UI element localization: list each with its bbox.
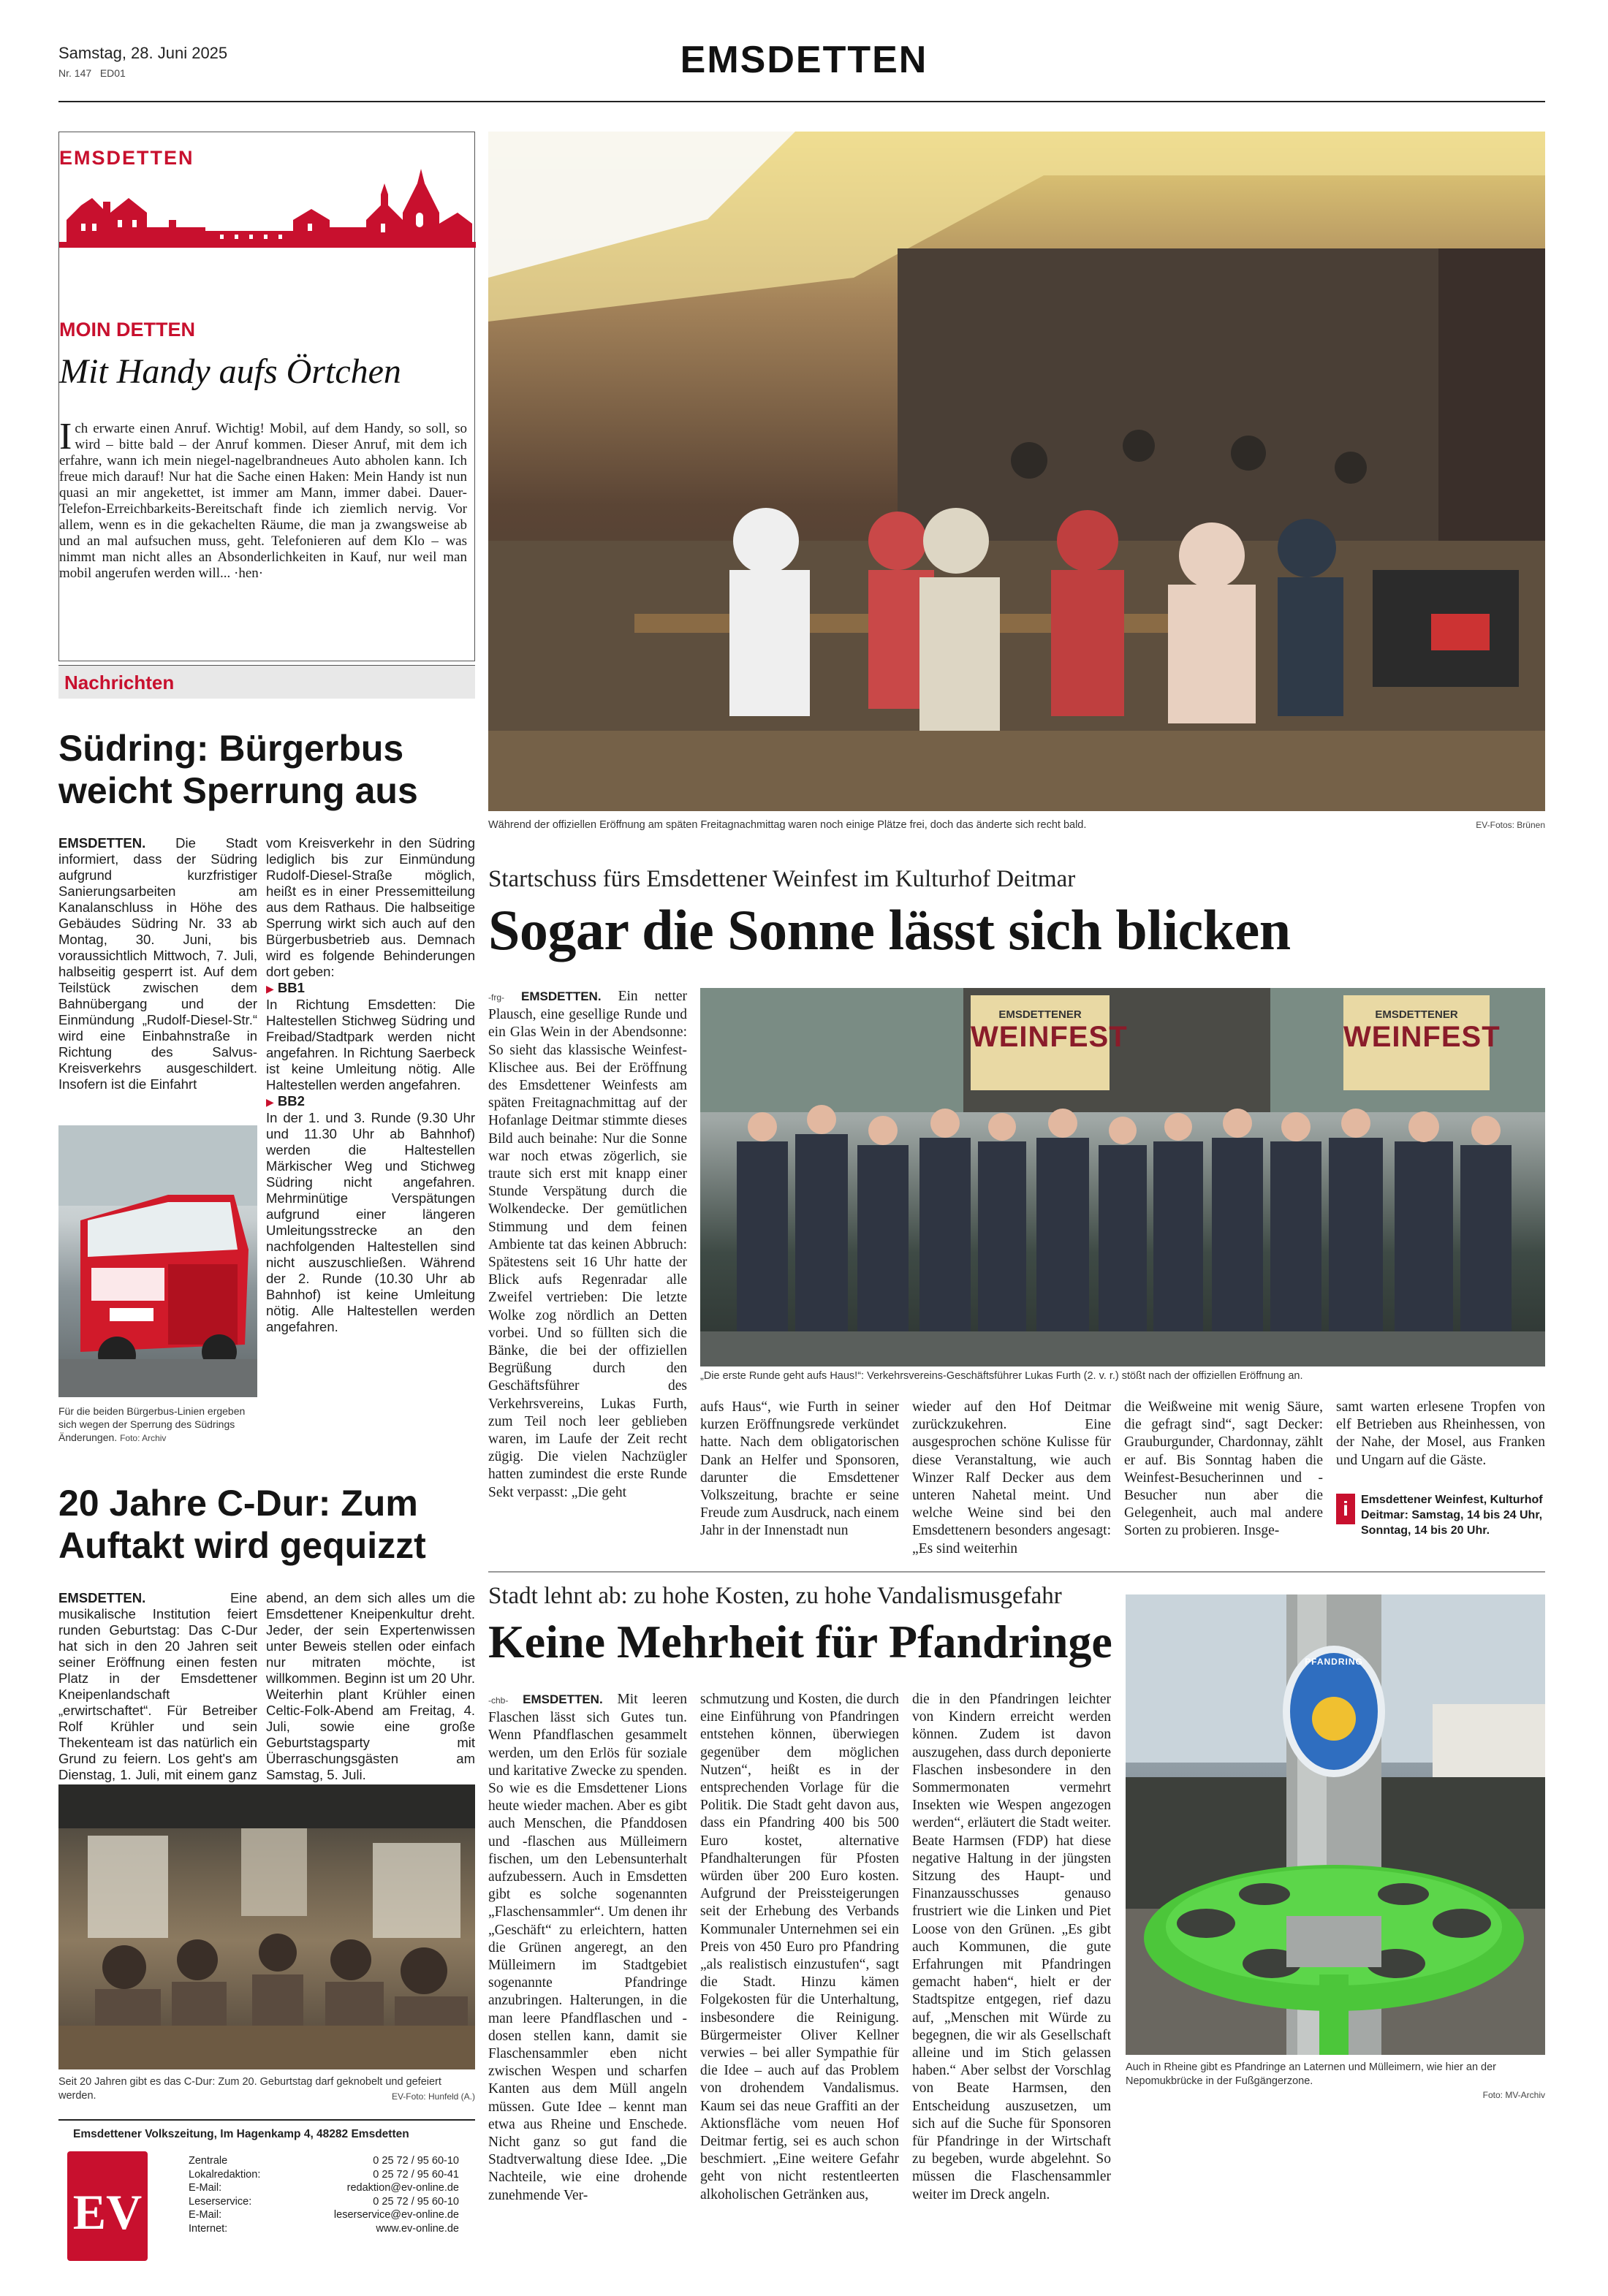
suedring-headline-line1: Südring: Bürgerbus — [58, 728, 404, 769]
contact-label: Zentrale — [189, 2155, 228, 2167]
contact-row — [189, 2222, 459, 2236]
contact-email-link[interactable]: redaktion@ev-online.de — [346, 2182, 459, 2194]
section-title: EMSDETTEN — [680, 39, 928, 81]
suedring-col2 — [266, 835, 475, 1335]
issue-date: Samstag, 28. Juni 2025 — [58, 44, 228, 62]
bb1-label: BB1 — [277, 980, 305, 995]
triangle-icon: ▶ — [266, 983, 274, 995]
weinfest-scene-icon — [488, 132, 1545, 811]
cdur-headline — [58, 1482, 475, 1567]
pfandring-photo — [1126, 1594, 1545, 2055]
pfand-credit: Foto: MV-Archiv — [1482, 2090, 1545, 2100]
skyline-icon — [59, 169, 476, 293]
bb1-text: In Richtung Emsdetten: Die Haltestellen Stichweg Südring und Freibad/Stadtpark werden nicht angefahren. In Richtung Saerbeck ist keine Umleitung nötig. Alle Haltestellen werden angefahren. — [266, 997, 475, 1092]
cdur-col1 — [58, 1590, 257, 1799]
moin-detten-text: ch erwarte einen Anruf. Wichtig! Mobil, auf dem Handy, so soll, so wird – bitte bald – der Anruf kommen. Dieser Anruf, mit dem ich erfahre, wann ich mein niegel-nagelbrandneues Auto abholen kann. Ich freue mich darauf! Nur hat die Sache einen Haken: Mein Handy ist nun quasi an mir angekettet, ist immer am Mann, immer dabei. Dauer-Telefon-Erreichbarkeits-Bereitschaft finde ich ziemlich nervig. Vor allem, wenn es in die gekachelten Räume, die man ja zwangsweise ab und an mal aufsuchen muss, geht. Telefonieren auf dem Klo – was nimmt man nicht alles an Absonderlichkeiten in Kauf, nur weil man mobil angerufen werden will... ·hen· — [59, 421, 467, 581]
nachrichten-bar — [58, 665, 475, 699]
banner-big-text: WEINFEST — [1343, 1021, 1501, 1053]
weinfest-headline: Sogar die Sonne lässt sich blicken — [488, 898, 1291, 962]
cdur-headline-line1: 20 Jahre C-Dur: Zum — [58, 1483, 418, 1524]
pfand-headline: Keine Mehrheit für Pfandringe — [488, 1616, 1112, 1668]
weinfest-kicker: Startschuss fürs Emsdettener Weinfest im Kulturhof Deitmar — [488, 866, 1076, 892]
banner-small-text: EMSDETTENER — [998, 1008, 1082, 1021]
buergerbus-caption-text: Für die beiden Bürgerbus-Linien ergeben sich wegen der Sperrung des Südrings Änderungen. — [58, 1405, 246, 1443]
weinfest-group-photo — [700, 988, 1545, 1366]
buergerbus-photo — [58, 1125, 257, 1397]
contact-address: Emsdettener Volkszeitung, Im Hagenkamp 4, 48282 Emsdetten — [73, 2128, 409, 2140]
contact-value[interactable]: 0 25 72 / 95 60-10 — [373, 2155, 459, 2167]
suedring-dateline: EMSDETTEN. — [58, 835, 146, 851]
moin-detten-kicker: MOIN DETTEN — [59, 319, 195, 341]
drop-cap: I — [59, 416, 72, 457]
contact-rule — [58, 2119, 475, 2121]
suedring-col2-text: vom Kreisverkehr in den Südring lediglich bis zur Einmündung Rudolf-Diesel-Straße möglich, heißt es in einer Pressemitteilung aus dem Rathaus. Die halbseitige Sperrung wirkt sich auch auf den Bürgerbusbetrieb aus. Demnach wird es folgende Behinderungen dort geben: — [266, 835, 475, 979]
weinfest-col1-text: Ein netter Plausch, eine gesellige Runde und ein Glas Wein in der Abendsonne: So sieht das klassische Weinfest-Klischee aus. Bei der Eröffnung des Emsdettener Weinfests am späten Freitagnachmittag auf der Hofanlage Deitmar stimmte dieses Bild auch beinahe: Nur die Sonne war noch etwas zögerlich, sie traute sich erst mit knapp einer Stunde Verspätung durch die Wolkendecke. Der gemütlichen Stimmung und dem feinen Ambiente tat das keinen Abbruch: Spätestens seit 16 Uhr hatte der Blick aufs Regenradar alle Zweifel vertrieben: Die letzte Wolke zog nördlich an Detten vorbei. Und so füllten sich die Bänke, die bei der offiziellen Begrüßung durch den Geschäftsführer des Verkehrsvereins, Lukas Furth, zum Teil noch leer geblieben waren, im Laufe der Zeit recht zügig. Die vielen Nachzügler hatten zumindest die erste Runde Sekt verpasst: „Die geht — [488, 989, 688, 1500]
contact-row — [189, 2195, 459, 2209]
buergerbus-caption — [58, 1404, 257, 1445]
weinfest-col4: die Weißweine mit wenig Säure, die gefragt sind“, sagt Decker: Grauburgunder, Chardonnay, zählt er auf. Bis Sonntag haben die Weinfest-Besucherinnen und -Besucher nun aber die Gelegenheit, auch mal andere Sorten zu probieren. Insge- — [1124, 1399, 1323, 1539]
contact-row — [189, 2181, 459, 2195]
header-rule — [58, 101, 1545, 102]
weinfest-banner-2 — [1343, 995, 1501, 1090]
banner-big-text: WEINFEST — [971, 1021, 1128, 1053]
edition-code: ED01 — [99, 67, 126, 79]
weinfest-dateline: EMSDETTEN. — [521, 989, 602, 1003]
issue-number-text: Nr. 147 — [58, 67, 92, 79]
article-divider — [488, 1571, 1545, 1573]
suedring-headline-line2: weicht Sperrung aus — [58, 770, 418, 811]
cdur-headline-line2: Auftakt wird gequizzt — [58, 1525, 426, 1566]
moin-detten-body — [59, 416, 467, 582]
pfand-kicker: Stadt lehnt ab: zu hohe Kosten, zu hohe Vandalismusgefahr — [488, 1583, 1062, 1609]
pfandring-sticker-text: PFANDRING — [1305, 1657, 1363, 1667]
cdur-dateline: EMSDETTEN. — [58, 1590, 146, 1605]
moin-detten-title: Mit Handy aufs Örtchen — [59, 352, 401, 391]
contact-label: E-Mail: — [189, 2209, 222, 2221]
suedring-col1-text: Die Stadt informiert, dass der Südring aufgrund kurzfristiger Sanierungsarbeiten am Kanalanschluss in Höhe des Gebäudes Südring Nr. 33 ab Montag, 30. Juni, bis voraussichtlich Mittwoch, 7. Juli, halbseitig gesperrt ist. Auf dem Teilstück zwischen dem Bahnübergang und der Einmündung „Rudolf-Diesel-Str.“ wird eine Einbahnstraße in Richtung des Salvus-Kreisverkehrs ausgeschildert. Insofern ist die Einfahrt — [58, 835, 257, 1092]
weinfest-col5: samt warten erlesene Tropfen von elf Betrieben aus Rheinhessen, von der Nahe, der Mosel, aus Franken und Ungarn auf die Gäste. — [1336, 1399, 1545, 1468]
weinfest-byline: -frg- — [488, 992, 504, 1003]
pfand-byline: -chb- — [488, 1695, 509, 1706]
ev-logo — [67, 2151, 148, 2261]
bus-icon — [58, 1125, 257, 1397]
cdur-caption: Seit 20 Jahren gibt es das C-Dur: Zum 20. Geburtstag darf geknobelt und gefeiert werden. — [58, 2076, 441, 2102]
contact-label: Lokalredaktion: — [189, 2168, 261, 2181]
weinfest-info-text: Emsdettener Weinfest, Kulturhof Deitmar: Samstag, 14 bis 24 Uhr, Sonntag, 14 bis 20 Uhr. — [1361, 1494, 1543, 1537]
moin-detten-box — [58, 132, 475, 661]
skyline-logo-text: EMSDETTEN — [59, 147, 194, 169]
weinfest-group-caption: „Die erste Runde geht aufs Haus!“: Verkehrsvereins-Geschäftsführer Lukas Furth (2. v. r.) stößt nach der offiziellen Eröffnung an. — [700, 1370, 1303, 1382]
contact-label: E-Mail: — [189, 2182, 222, 2194]
info-icon: i — [1336, 1494, 1355, 1524]
cdur-photo — [58, 1784, 475, 2069]
weinfest-main-credit: EV-Fotos: Brünen — [1476, 820, 1545, 830]
nachrichten-label: Nachrichten — [64, 672, 175, 693]
weinfest-col1 — [488, 988, 687, 1502]
pub-crowd-icon — [58, 1784, 475, 2069]
buergerbus-credit: Foto: Archiv — [120, 1433, 167, 1443]
website-link[interactable]: www.ev-online.de — [376, 2222, 459, 2235]
weinfest-banner-1 — [971, 995, 1128, 1090]
suedring-headline — [58, 727, 475, 812]
weinfest-main-photo — [488, 132, 1545, 811]
pfand-col1 — [488, 1691, 687, 2205]
weinfest-info-box — [1336, 1492, 1545, 1538]
contact-row — [189, 2154, 459, 2168]
bb2-label: BB2 — [277, 1093, 305, 1109]
contact-row — [189, 2168, 459, 2182]
banner-small-text: EMSDETTENER — [1375, 1008, 1458, 1021]
contact-value[interactable]: 0 25 72 / 95 60-10 — [373, 2195, 459, 2208]
contact-row — [189, 2208, 459, 2222]
weinfest-main-caption: Während der offiziellen Eröffnung am späten Freitagnachmittag waren noch einige Plätze frei, doch das änderte sich recht bald. — [488, 819, 1087, 831]
contact-label: Leserservice: — [189, 2195, 252, 2208]
bb2-text: In der 1. und 3. Runde (9.30 Uhr und 11.30 Uhr ab Bahnhof) werden die Haltestellen Märkischer Weg und Stichweg Südring nicht angefahren. Mehrminütige Verspätungen aufgrund einer längeren Umleitungsstrecke an den nachfolgenden Haltestellen sind nicht auszuschließen. Während der 2. Runde (10.30 Uhr ab Bahnhof) ist keine Umleitung nötig. Alle Haltestellen werden angefahren. — [266, 1110, 475, 1334]
cdur-col1-text: Eine musikalische Institution feiert runden Geburtstag: Das C-Dur hat sich in den 20 Jahren seit seiner Eröffnung einen festen Platz in der Emsdettener Kneipenlandschaft „erwirtschaftet“. Für Betreiber Rolf Krühler und sein Thekenteam ist das natürlich ein Grund zu feiern. Los geht's am Dienstag, 1. Juli, mit einem ganz — [58, 1590, 257, 1782]
pfand-dateline: EMSDETTEN. — [523, 1692, 603, 1706]
pfand-caption: Auch in Rheine gibt es Pfandringe an Laternen und Mülleimern, wie hier an der Nepomukbrücke in der Fußgängerzone. — [1126, 2061, 1497, 2087]
contact-value[interactable]: 0 25 72 / 95 60-41 — [373, 2168, 459, 2181]
pfand-col3: die in den Pfandringen leichter von Kindern erreicht werden können. Zudem ist davon auszugehen, dass durch deponierte Flaschen insbesondere in den Sommermonaten vermehrt Insekten wie Wespen angezogen werden“, erläutert die Stadt weiter. Beate Harmsen (FDP) hat diese negative Haltung in der jüngsten Sitzung des Haupt- und Finanzausschusses genauso frustriert wie die Linken und Piet Loose von den Grünen. „Es gibt auch Kommunen, die gute Erfahrungen mit Pfandringen gemacht haben“, hielt er der Stadtspitze entgegen, rief dazu auf, „Menschen mit Würde zu begegnen, die wir als Gesellschaft alleine und im Stich gelassen haben.“ Aber selbst der Vorschlag von Beate Harmsen, den Entscheidung auszusetzen, um sich auf die Suche für Sponsoren für Pfandringe in der Wirtschaft zu begeben, wurde abgelehnt. So müssen die Flaschensammler weiter im Dreck angeln. — [912, 1692, 1111, 2202]
triangle-icon: ▶ — [266, 1096, 274, 1108]
weinfest-col2: aufs Haus“, wie Furth in seiner kurzen Eröffnungsrede verkündet hatte. Nach dem obligatorischen Dank an Helfer und Sponsoren, darunter die Emsdettener Volkszeitung, brachte er seine Freude zum Ausdruck, nach einem Jahr in der Innenstadt nun — [700, 1399, 899, 1539]
pfand-col1-text: Mit leeren Flaschen lässt sich Gutes tun. Wenn Pfandflaschen gesammelt werden, um den Erlös für soziale und karitative Zwecke zu spenden. So wie es die Emsdettener Lions heute wieder machen. Aber es gibt auch Menschen, die Pfanddosen und -flaschen aus Mülleimern fischen, um den Lebensunterhalt aufzubessern. Auch in Emsdetten gibt es solche sogenannten „Flaschensammler“. Um denen ihr „Geschäft“ zu erleichtern, hatten die Grünen angeregt, an den Mülleimern im Stadtgebiet sogenannte Pfandringe anzubringen. Halterungen, in die man leere Pfandflaschen und -dosen stellen kann, damit sie Flaschensammler eben nicht zwischen Wespen und scharfen Kanten aus dem Müll angeln müssen. Gute Idee – kennt man etwa aus Rheine und Enschede. Nicht ganz so gut fand die Stadtverwaltung diese Idee. „Die Nachteile, wie eine drohende zunehmende Ver- — [488, 1692, 687, 2203]
cdur-col2: abend, an dem sich alles um die Emsdettener Kneipenkultur dreht. Jeder, der sein Expertenwissen unter Beweis stellen oder einfach nur mitraten möchte, ist willkommen. Beginn ist um 20 Uhr. Weiterhin plant Krühler einen Celtic-Folk-Abend am Freitag, 4. Juli, sowie eine große Geburtstagsparty mit Überraschungsgästen am Samstag, 5. Juli. — [266, 1590, 475, 1782]
weinfest-col3: wieder auf den Hof Deitmar zurückzukehren. Eine ausgesprochen schöne Kulisse für diese Veranstaltung, wie auch Winzer Ralf Decker aus dem unteren Nahetal meint. Und welche Weine sind bei den Emsdettenern besonders angesagt: „Es sind weiterhin — [912, 1399, 1111, 1556]
contact-list — [189, 2154, 459, 2235]
contact-email-link[interactable]: leserservice@ev-online.de — [333, 2209, 459, 2221]
pfand-col2: schmutzung und Kosten, die durch eine Einführung von Pfandringen entstehen können, überwiegen gegenüber dem möglichen Nutzen“, heißt es in der entsprechenden Vorlage für die Politik. Die Stadt geht davon aus, dass ein Pfandring 400 bis 500 Euro kostet, alternative Pfandhalterungen für Pfosten würden über 200 Euro kosten. Aufgrund der Preissteigerungen seit der Erhebung des Verbands Kommunaler Unternehmen sei ein Preis von 450 Euro pro Pfandring „als realistisch einzustufen“, sagt die Stadt. Hinzu kämen Folgekosten für die Unterhaltung, insbesondere die Reinigung. Bürgermeister Oliver Kellner verwies – bei aller Sympathie für die Idee – auch auf das Problem von drohendem Vandalismus. Kaum sei das neue Graffiti an der Aktionsfläche vom neuen Hof Deitmar fertig, sei es auch schon beschmiert. „Eine weitere Gefahr geht von nicht restentleerten alkoholischen Getränken aus, — [700, 1692, 899, 2202]
cdur-credit: EV-Foto: Hunfeld (A.) — [391, 2091, 475, 2102]
suedring-col1 — [58, 835, 257, 1092]
ev-logo-text: EV — [72, 2184, 143, 2240]
contact-label: Internet: — [189, 2222, 228, 2235]
